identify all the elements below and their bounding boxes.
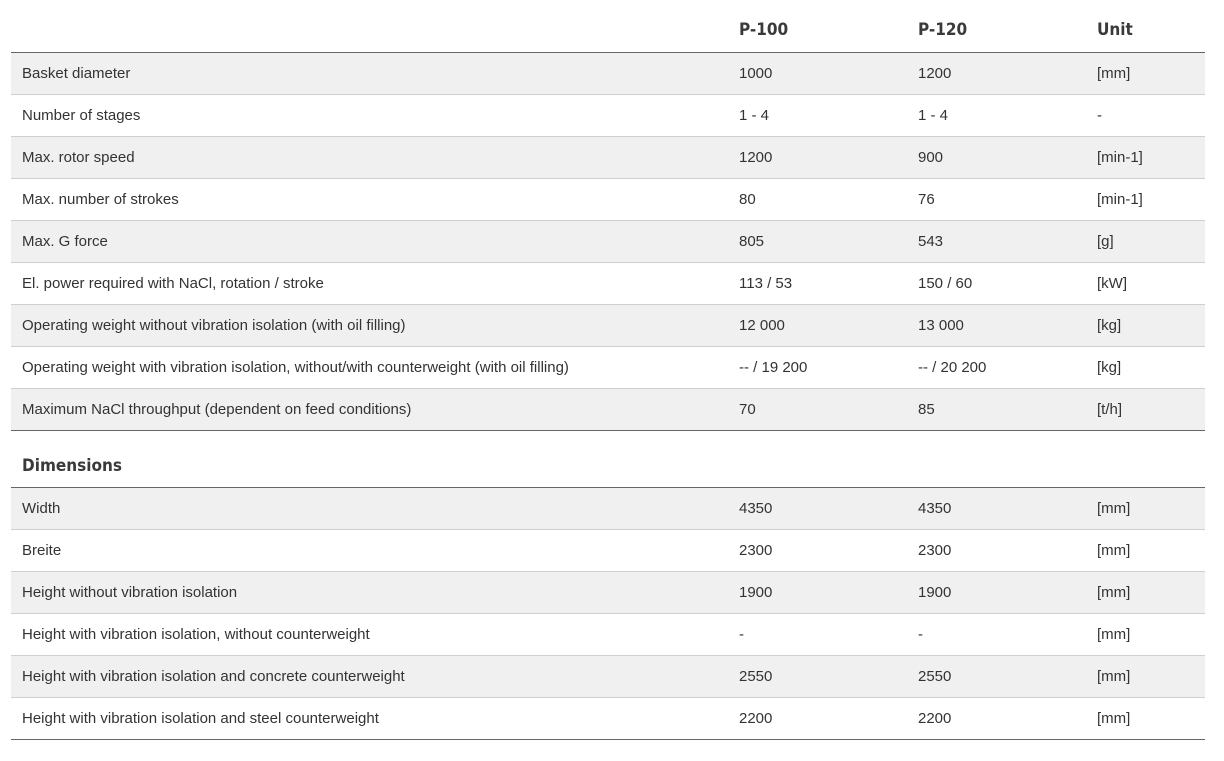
column-header-p120: P-120	[918, 20, 968, 40]
table-row	[11, 347, 1205, 389]
row-label: Basket diameter	[22, 65, 131, 82]
table-row	[11, 95, 1205, 137]
row-label: Height without vibration isolation	[22, 584, 238, 601]
row-label: Max. number of strokes	[22, 191, 179, 208]
unit-value: [mm]	[1097, 500, 1131, 517]
row-label: Width	[22, 500, 61, 517]
p120-value: 150 / 60	[918, 275, 973, 292]
section-heading-dimensions	[11, 431, 1205, 488]
row-label: Number of stages	[22, 107, 141, 124]
unit-value: [mm]	[1097, 626, 1131, 643]
p120-value: -- / 20 200	[918, 359, 987, 376]
p100-value: 2550	[739, 668, 773, 685]
p100-value: 1000	[739, 65, 773, 82]
table-row	[11, 614, 1205, 656]
unit-value: [mm]	[1097, 584, 1131, 601]
p100-value: 2300	[739, 542, 773, 559]
p100-value: 12 000	[739, 317, 785, 334]
unit-value: [kg]	[1097, 359, 1122, 376]
p100-value: 80	[739, 191, 756, 208]
table-row	[11, 389, 1205, 431]
p120-value: 900	[918, 149, 944, 166]
p100-value: -- / 19 200	[739, 359, 808, 376]
unit-value: [g]	[1097, 233, 1114, 250]
table-header	[11, 0, 1205, 53]
row-label: Operating weight without vibration isolation (with oil filling)	[22, 317, 406, 334]
table-row	[11, 53, 1205, 95]
row-label: Maximum NaCl throughput (dependent on feed conditions)	[22, 401, 412, 418]
p120-value: 2200	[918, 710, 952, 727]
section-title: Dimensions	[22, 456, 122, 476]
row-label: Operating weight with vibration isolation, without/with counterweight (with oil filling)	[22, 359, 569, 376]
row-label: Max. rotor speed	[22, 149, 135, 166]
unit-value: [mm]	[1097, 65, 1131, 82]
p100-value: 1200	[739, 149, 773, 166]
row-label: Height with vibration isolation and concrete counterweight	[22, 668, 405, 685]
unit-value: [mm]	[1097, 542, 1131, 559]
p100-value: 805	[739, 233, 765, 250]
p100-value: 1 - 4	[739, 107, 770, 124]
table-row	[11, 530, 1205, 572]
unit-value: [t/h]	[1097, 401, 1123, 418]
p120-value: -	[918, 626, 923, 643]
unit-value: [kW]	[1097, 275, 1127, 292]
table-row	[11, 179, 1205, 221]
table-row	[11, 263, 1205, 305]
p120-value: 1200	[918, 65, 952, 82]
p120-value: 4350	[918, 500, 952, 517]
table-row	[11, 572, 1205, 614]
p120-value: 13 000	[918, 317, 964, 334]
p100-value: 2200	[739, 710, 773, 727]
unit-value: [mm]	[1097, 710, 1131, 727]
unit-value: [mm]	[1097, 668, 1131, 685]
table-row	[11, 137, 1205, 179]
row-label: Breite	[22, 542, 62, 559]
unit-value: [min-1]	[1097, 191, 1143, 208]
column-header-p100: P-100	[739, 20, 789, 40]
column-header-unit: Unit	[1097, 20, 1133, 40]
p100-value: 4350	[739, 500, 773, 517]
p120-value: 2300	[918, 542, 952, 559]
table-row	[11, 488, 1205, 530]
row-label: Height with vibration isolation and steel counterweight	[22, 710, 379, 727]
p120-value: 543	[918, 233, 944, 250]
unit-value: -	[1097, 107, 1102, 124]
table-row	[11, 305, 1205, 347]
row-label: El. power required with NaCl, rotation / stroke	[22, 275, 324, 292]
unit-value: [kg]	[1097, 317, 1122, 334]
p100-value: -	[739, 626, 744, 643]
table-row	[11, 221, 1205, 263]
p100-value: 113 / 53	[739, 275, 793, 292]
table-row	[11, 698, 1205, 740]
table-row	[11, 656, 1205, 698]
p100-value: 1900	[739, 584, 773, 601]
row-label: Max. G force	[22, 233, 108, 250]
row-label: Height with vibration isolation, without counterweight	[22, 626, 370, 643]
spec-table	[11, 0, 1205, 740]
p120-value: 85	[918, 401, 935, 418]
p120-value: 76	[918, 191, 935, 208]
p100-value: 70	[739, 401, 756, 418]
p120-value: 1 - 4	[918, 107, 949, 124]
p120-value: 1900	[918, 584, 952, 601]
unit-value: [min-1]	[1097, 149, 1143, 166]
p120-value: 2550	[918, 668, 952, 685]
